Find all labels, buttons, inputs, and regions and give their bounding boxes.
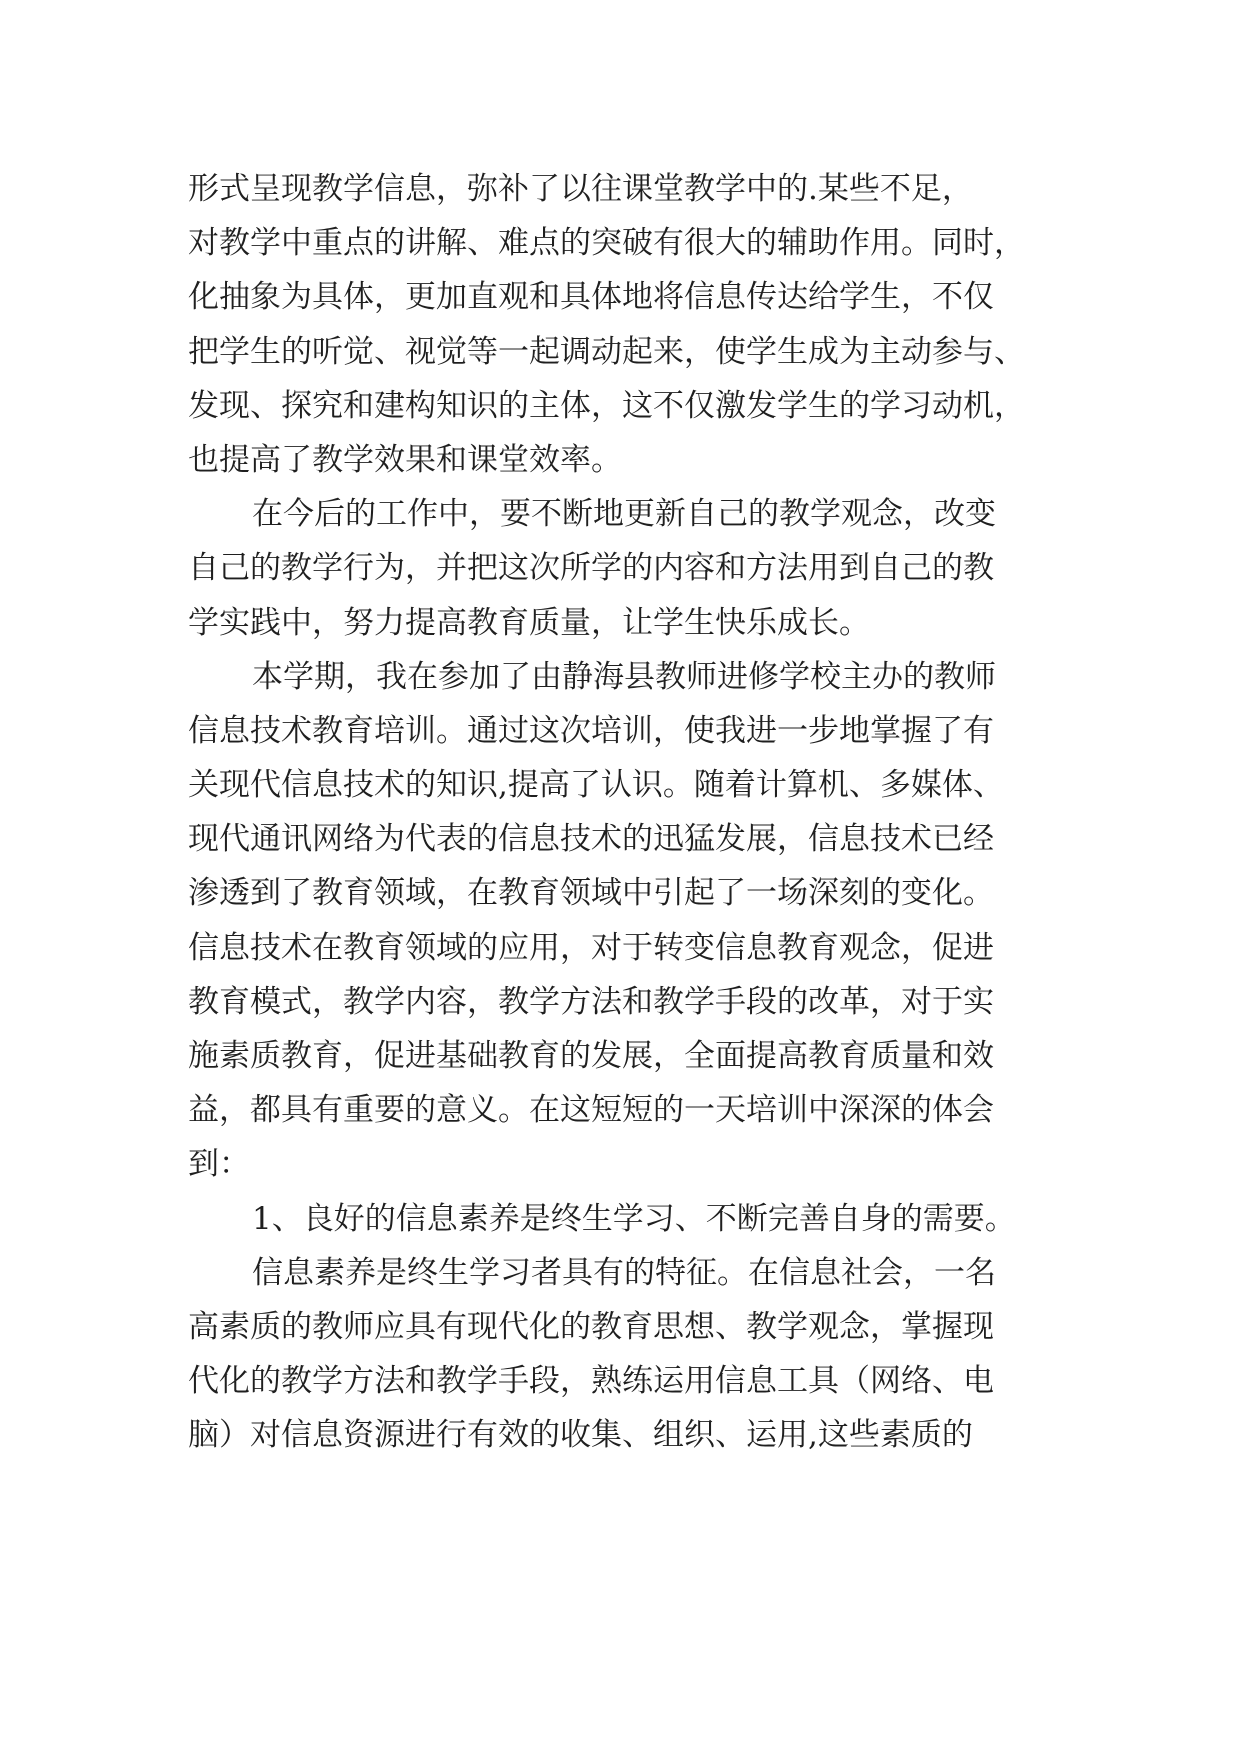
text-line: 自己的教学行为，并把这次所学的内容和方法用到自己的教	[188, 550, 994, 587]
text-line: 到：	[188, 1146, 250, 1183]
text-line: 代化的教学方法和教学手段，熟练运用信息工具（网络、电	[188, 1363, 994, 1400]
text-line: 施素质教育，促进基础教育的发展，全面提高教育质量和效	[188, 1038, 994, 1074]
text-line: 渗透到了教育领域，在教育领域中引起了一场深刻的变化。	[188, 875, 994, 912]
text-line: 信息素养是终生学习者具有的特征。在信息社会，一名	[252, 1254, 996, 1291]
text-line: 在今后的工作中，要不断地更新自己的教学观念，改变	[252, 496, 996, 533]
text-line: 益，都具有重要的意义。在这短短的一天培训中深深的体会	[188, 1092, 994, 1129]
text-line: 发现、探究和建构知识的主体，这不仅激发学生的学习动机，	[188, 387, 1025, 424]
text-line: 关现代信息技术的知识,提高了认识。随着计算机、多媒体、	[188, 767, 1004, 804]
text-line: 信息技术在教育领域的应用，对于转变信息教育观念，促进	[188, 929, 994, 966]
text-line: 教育模式，教学内容，教学方法和教学手段的改革，对于实	[188, 983, 994, 1020]
text-line: 高素质的教师应具有现代化的教育思想、教学观念，掌握现	[188, 1308, 994, 1345]
text-line: 信息技术教育培训。通过这次培训，使我进一步地掌握了有	[188, 712, 994, 749]
text-line: 本学期，我在参加了由静海县教师进修学校主办的教师	[252, 658, 996, 695]
text-line: 脑）对信息资源进行有效的收集、组织、运用,这些素质的	[188, 1417, 973, 1454]
text-line: 对教学中重点的讲解、难点的突破有很大的辅助作用。同时，	[188, 225, 1025, 262]
text-line: 把学生的听觉、视觉等一起调动起来，使学生成为主动参与、	[188, 333, 1025, 370]
text-line: 现代通讯网络为代表的信息技术的迅猛发展，信息技术已经	[188, 821, 994, 858]
text-line: 也提高了教学效果和课堂效率。	[188, 441, 622, 478]
text-line: 1、良好的信息素养是终生学习、不断完善自身的需要。	[252, 1200, 1016, 1237]
text-line: 化抽象为具体，更加直观和具体地将信息传达给学生，不仅	[188, 279, 994, 316]
document-body	[188, 162, 1068, 1463]
text-line: 学实践中，努力提高教育质量，让学生快乐成长。	[188, 604, 870, 641]
text-line: 形式呈现教学信息，弥补了以往课堂教学中的.某些不足，	[188, 171, 973, 207]
